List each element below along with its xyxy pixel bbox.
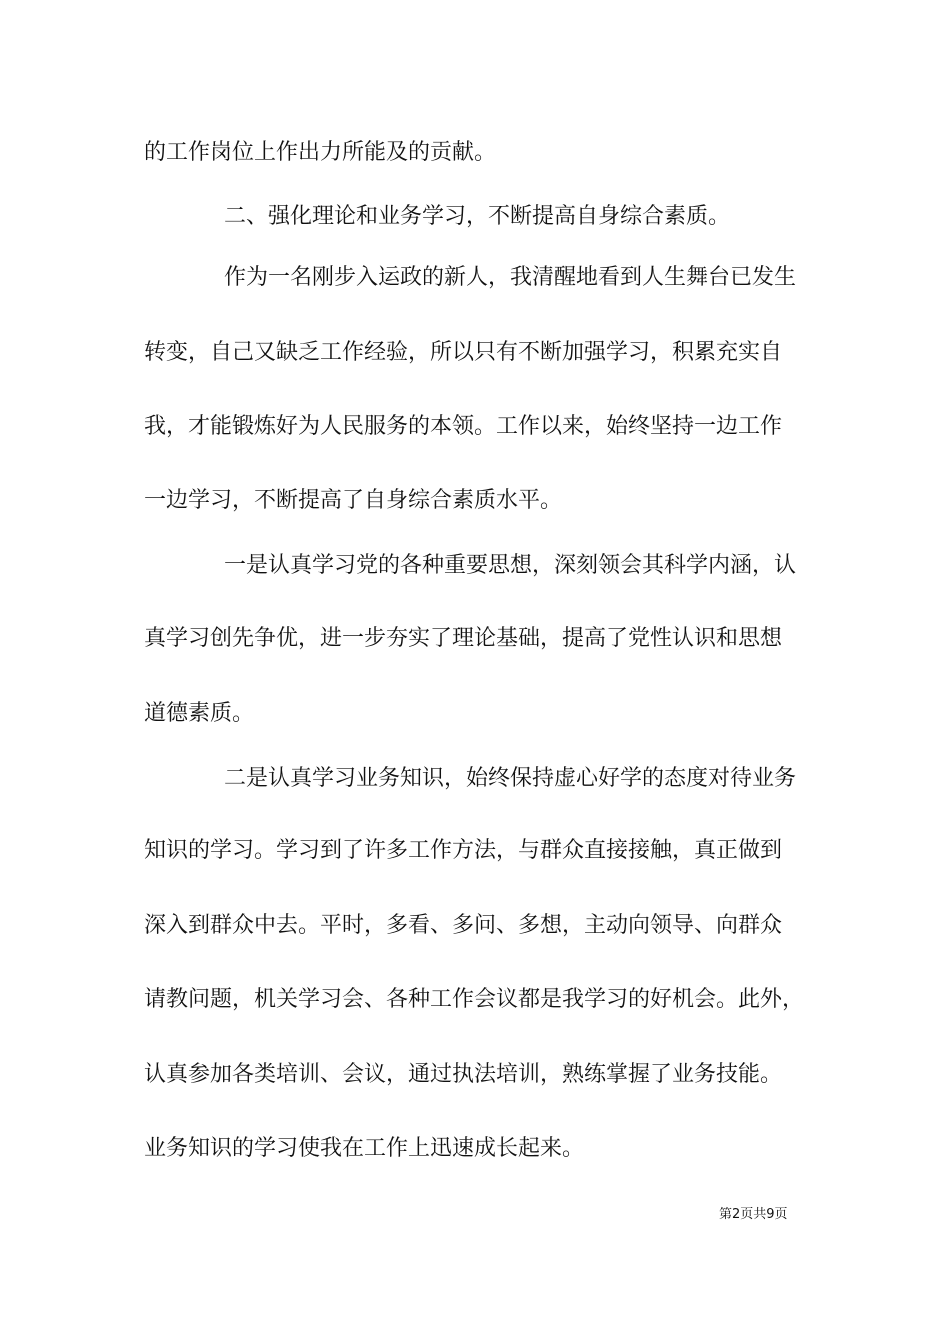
text-line-1: 的工作岗位上作出力所能及的贡献。 [144, 140, 497, 165]
text-line-6: 一边学习，不断提高了自身综合素质水平。 [144, 488, 563, 513]
text-line-4: 转变，自己又缺乏工作经验，所以只有不断加强学习，积累充实自 [144, 340, 783, 365]
text-line-9: 道德素质。 [144, 701, 255, 726]
text-line-5: 我，才能锻炼好为人民服务的本领。工作以来，始终坚持一边工作 [144, 414, 783, 439]
text-line-12: 深入到群众中去。平时，多看、多问、多想，主动向领导、向群众 [144, 913, 783, 938]
page-number-footer: 第2页共9页 [719, 1207, 788, 1222]
text-line-3: 作为一名刚步入运政的新人，我清醒地看到人生舞台已发生 [224, 265, 797, 290]
section-heading-2: 二、强化理论和业务学习，不断提高自身综合素质。 [224, 204, 731, 229]
text-line-14: 认真参加各类培训、会议，通过执法培训，熟练掌握了业务技能。 [144, 1062, 783, 1087]
text-line-7: 一是认真学习党的各种重要思想，深刻领会其科学内涵，认 [224, 553, 797, 578]
text-line-8: 真学习创先争优，进一步夯实了理论基础，提高了党性认识和思想 [144, 626, 783, 651]
text-line-10: 二是认真学习业务知识，始终保持虚心好学的态度对待业务 [224, 766, 797, 791]
text-line-15: 业务知识的学习使我在工作上迅速成长起来。 [144, 1136, 585, 1161]
text-line-11: 知识的学习。学习到了许多工作方法，与群众直接接触，真正做到 [144, 838, 783, 863]
text-line-13: 请教问题，机关学习会、各种工作会议都是我学习的好机会。此外， [144, 987, 805, 1012]
